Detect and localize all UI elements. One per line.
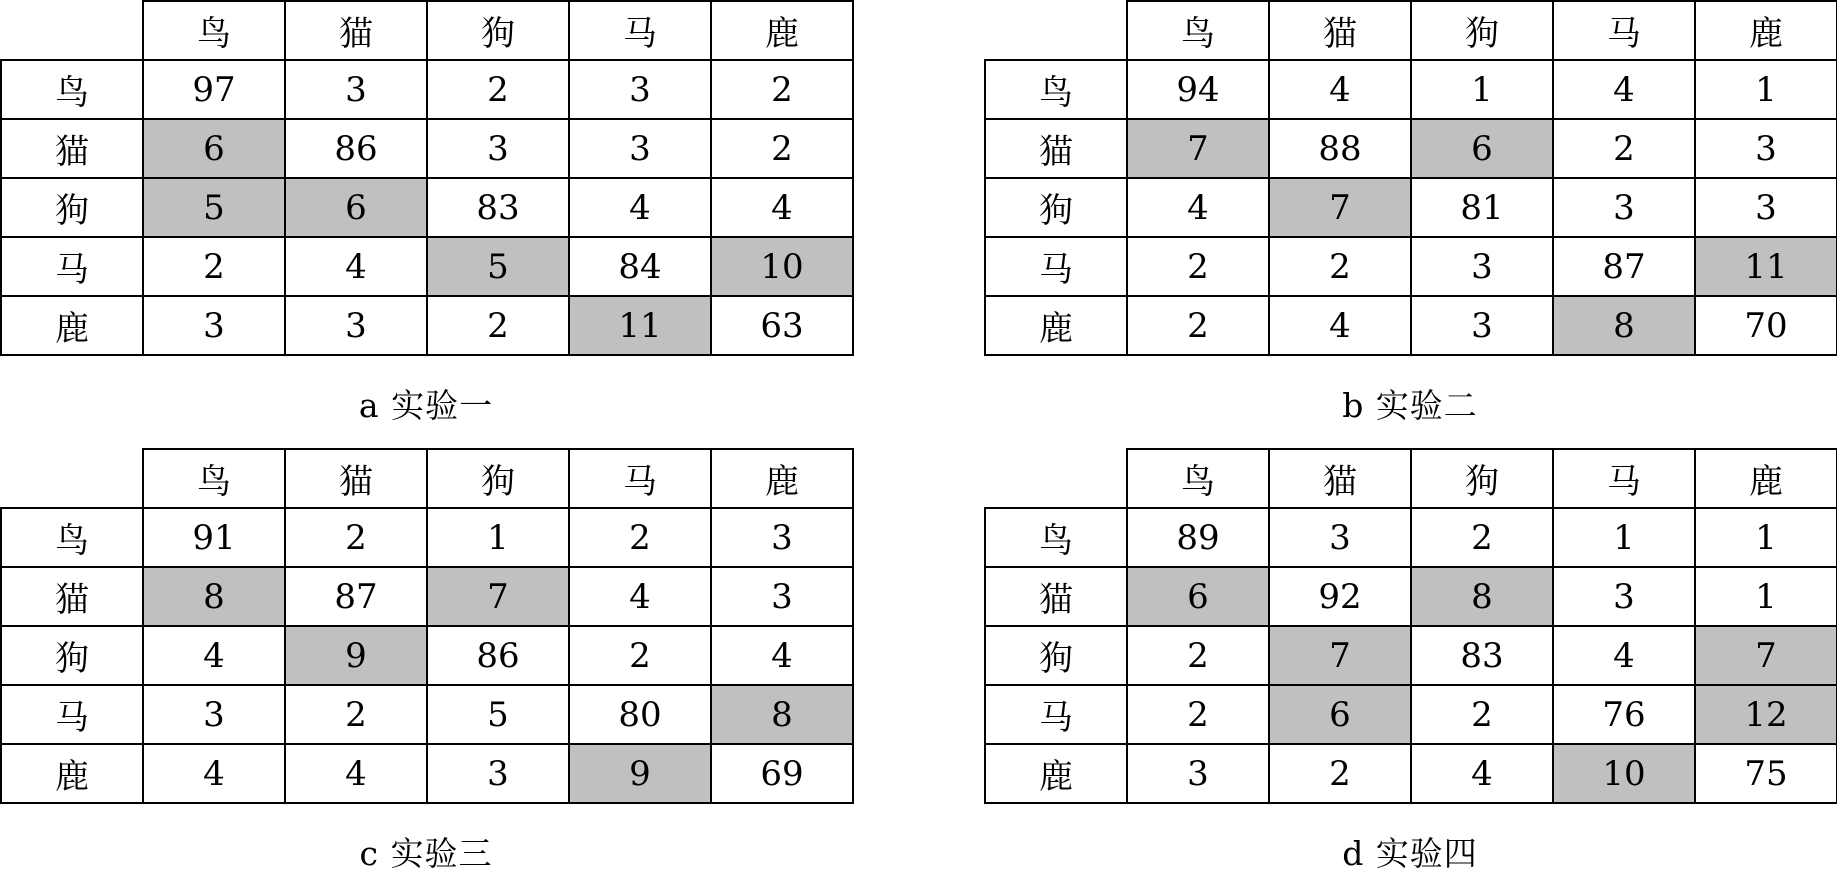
matrix-cell: 8 [711,685,853,744]
matrix-row [1,567,853,626]
corner-cell [985,449,1127,508]
matrix-cell: 83 [427,178,569,237]
matrix-cell: 7 [427,567,569,626]
panel-caption: b 实验二 [1342,386,1478,425]
matrix-cell: 80 [569,685,711,744]
matrix-cell: 4 [1411,744,1553,803]
matrix-row [1,626,853,685]
matrix-cell: 2 [1553,119,1695,178]
column-header: 鹿 [711,449,853,508]
matrix-row [1,178,853,237]
matrix-cell: 7 [1269,626,1411,685]
matrix-cell: 3 [427,119,569,178]
matrix-cell: 86 [285,119,427,178]
column-header: 鹿 [711,1,853,60]
row-header: 猫 [985,119,1127,178]
matrix-row [1,744,853,803]
matrix-cell: 3 [143,685,285,744]
confusion-matrix-table [0,448,854,804]
matrix-cell: 92 [1269,567,1411,626]
matrix-cell: 2 [1127,237,1269,296]
corner-cell [985,1,1127,60]
column-header: 狗 [1411,1,1553,60]
matrix-cell: 4 [285,237,427,296]
row-header: 狗 [1,178,143,237]
row-header: 鸟 [985,508,1127,567]
matrix-cell: 11 [569,296,711,355]
column-header: 猫 [285,449,427,508]
matrix-cell: 87 [285,567,427,626]
matrix-cell: 69 [711,744,853,803]
matrix-cell: 3 [1269,508,1411,567]
matrix-cell: 2 [1127,296,1269,355]
matrix-cell: 5 [143,178,285,237]
matrix-cell: 63 [711,296,853,355]
matrix-cell: 3 [1127,744,1269,803]
matrix-cell: 2 [569,626,711,685]
matrix-cell: 3 [143,296,285,355]
column-header: 马 [1553,1,1695,60]
matrix-row [1,508,853,567]
matrix-cell: 3 [569,119,711,178]
row-header: 猫 [1,567,143,626]
header-row [985,449,1837,508]
header-row [985,1,1837,60]
matrix-row [985,178,1837,237]
panel-caption: a 实验一 [358,386,494,425]
matrix-cell: 3 [711,567,853,626]
matrix-cell: 2 [711,60,853,119]
confusion-matrix-panel-a [0,0,852,427]
column-header: 猫 [1269,1,1411,60]
panel-caption: d 实验四 [1342,834,1478,873]
row-header: 马 [985,685,1127,744]
matrix-cell: 3 [1553,567,1695,626]
matrix-cell: 7 [1127,119,1269,178]
matrix-cell: 81 [1411,178,1553,237]
matrix-cell: 97 [143,60,285,119]
matrix-cell: 2 [427,296,569,355]
matrix-cell: 7 [1269,178,1411,237]
row-header: 马 [1,237,143,296]
row-header: 狗 [1,626,143,685]
column-header: 马 [1553,449,1695,508]
confusion-matrix-panel-b [984,0,1836,427]
matrix-cell: 5 [427,685,569,744]
matrix-cell: 1 [1695,567,1837,626]
matrix-row [985,237,1837,296]
matrix-cell: 1 [1695,60,1837,119]
matrix-cell: 3 [427,744,569,803]
matrix-cell: 10 [1553,744,1695,803]
matrix-cell: 4 [143,626,285,685]
row-header: 鸟 [1,508,143,567]
matrix-cell: 4 [1553,626,1695,685]
matrix-row [1,237,853,296]
confusion-matrix-panel-c [0,448,852,875]
matrix-row [1,60,853,119]
matrix-cell: 2 [285,685,427,744]
matrix-cell: 4 [711,178,853,237]
matrix-cell: 70 [1695,296,1837,355]
row-header: 马 [1,685,143,744]
matrix-row [1,119,853,178]
matrix-cell: 12 [1695,685,1837,744]
column-header: 马 [569,1,711,60]
column-header: 鸟 [143,449,285,508]
column-header: 狗 [1411,449,1553,508]
matrix-cell: 3 [711,508,853,567]
row-header: 狗 [985,626,1127,685]
matrix-cell: 4 [1269,296,1411,355]
matrix-cell: 9 [285,626,427,685]
matrix-row [985,119,1837,178]
matrix-cell: 9 [569,744,711,803]
header-row [1,449,853,508]
column-header: 鸟 [1127,449,1269,508]
matrix-cell: 3 [1553,178,1695,237]
matrix-cell: 8 [143,567,285,626]
matrix-cell: 2 [1269,744,1411,803]
matrix-cell: 91 [143,508,285,567]
matrix-row [985,744,1837,803]
matrix-cell: 2 [1411,685,1553,744]
matrix-cell: 76 [1553,685,1695,744]
confusion-matrix-table [984,448,1837,804]
matrix-cell: 1 [427,508,569,567]
matrix-cell: 3 [569,60,711,119]
matrix-cell: 2 [1127,685,1269,744]
matrix-cell: 2 [427,60,569,119]
confusion-matrix-panel-d [984,448,1836,875]
column-header: 鸟 [143,1,285,60]
confusion-matrix-table [0,0,854,356]
matrix-cell: 4 [1553,60,1695,119]
matrix-cell: 6 [1127,567,1269,626]
column-header: 猫 [285,1,427,60]
row-header: 鸟 [1,60,143,119]
matrix-row [1,296,853,355]
matrix-cell: 3 [285,296,427,355]
matrix-cell: 4 [569,567,711,626]
header-row [1,1,853,60]
matrix-cell: 10 [711,237,853,296]
matrix-row [985,508,1837,567]
matrix-cell: 4 [1269,60,1411,119]
confusion-matrix-table [984,0,1837,356]
corner-cell [1,449,143,508]
row-header: 马 [985,237,1127,296]
matrix-cell: 1 [1553,508,1695,567]
matrix-cell: 1 [1695,508,1837,567]
column-header: 狗 [427,1,569,60]
matrix-cell: 3 [1411,296,1553,355]
matrix-row [985,567,1837,626]
matrix-cell: 6 [1411,119,1553,178]
matrix-cell: 4 [711,626,853,685]
matrix-cell: 8 [1553,296,1695,355]
matrix-cell: 2 [711,119,853,178]
matrix-cell: 88 [1269,119,1411,178]
row-header: 鹿 [985,296,1127,355]
matrix-row [985,296,1837,355]
matrix-cell: 4 [143,744,285,803]
matrix-cell: 2 [285,508,427,567]
row-header: 狗 [985,178,1127,237]
corner-cell [1,1,143,60]
row-header: 鸟 [985,60,1127,119]
row-header: 鹿 [1,296,143,355]
matrix-row [985,685,1837,744]
matrix-cell: 3 [1695,119,1837,178]
matrix-row [985,626,1837,685]
column-header: 马 [569,449,711,508]
matrix-cell: 7 [1695,626,1837,685]
column-header: 猫 [1269,449,1411,508]
matrix-cell: 4 [569,178,711,237]
matrix-cell: 75 [1695,744,1837,803]
panel-caption: c 实验三 [359,834,493,873]
matrix-cell: 89 [1127,508,1269,567]
matrix-cell: 86 [427,626,569,685]
column-header: 狗 [427,449,569,508]
matrix-cell: 4 [285,744,427,803]
row-header: 鹿 [985,744,1127,803]
matrix-cell: 94 [1127,60,1269,119]
matrix-cell: 3 [1695,178,1837,237]
column-header: 鹿 [1695,1,1837,60]
row-header: 鹿 [1,744,143,803]
matrix-cell: 2 [1411,508,1553,567]
matrix-cell: 3 [285,60,427,119]
matrix-cell: 8 [1411,567,1553,626]
matrix-cell: 4 [1127,178,1269,237]
matrix-cell: 87 [1553,237,1695,296]
matrix-cell: 6 [143,119,285,178]
matrix-cell: 6 [1269,685,1411,744]
column-header: 鸟 [1127,1,1269,60]
row-header: 猫 [1,119,143,178]
matrix-cell: 84 [569,237,711,296]
matrix-row [1,685,853,744]
column-header: 鹿 [1695,449,1837,508]
matrix-cell: 2 [143,237,285,296]
matrix-cell: 11 [1695,237,1837,296]
row-header: 猫 [985,567,1127,626]
matrix-cell: 3 [1411,237,1553,296]
matrix-cell: 2 [1269,237,1411,296]
matrix-cell: 5 [427,237,569,296]
matrix-cell: 2 [569,508,711,567]
matrix-cell: 2 [1127,626,1269,685]
matrix-cell: 6 [285,178,427,237]
matrix-row [985,60,1837,119]
matrix-cell: 1 [1411,60,1553,119]
matrix-cell: 83 [1411,626,1553,685]
